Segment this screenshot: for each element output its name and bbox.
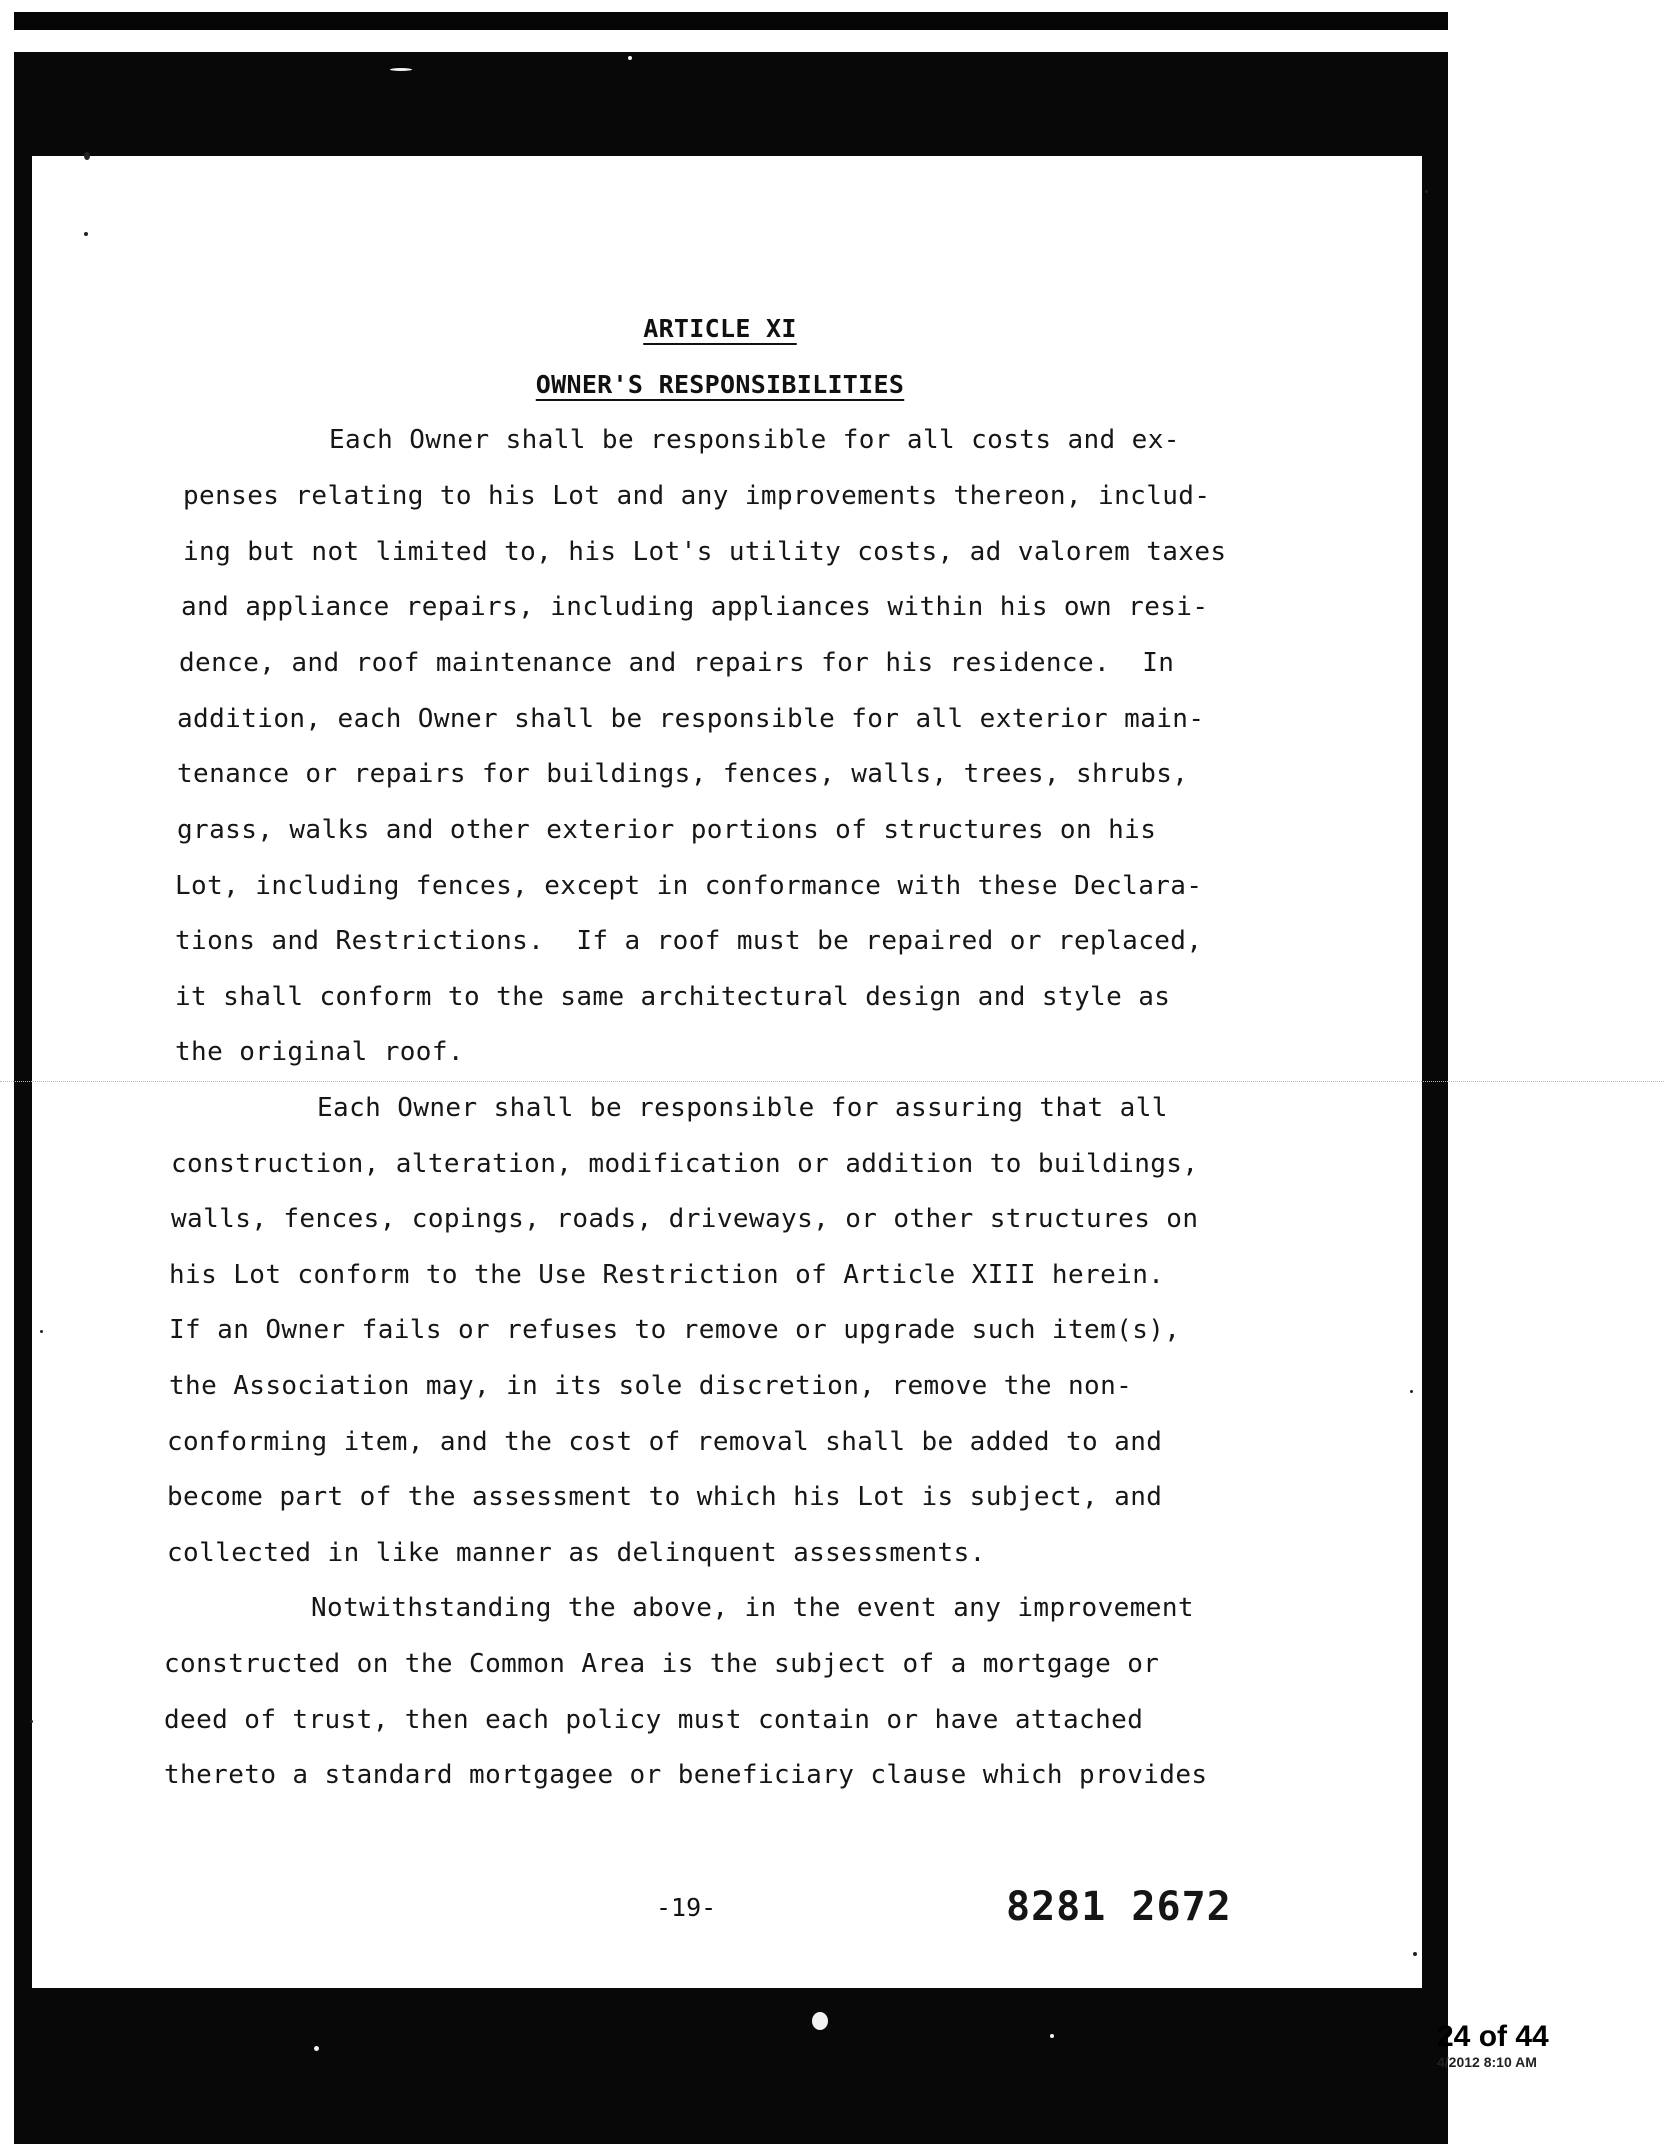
page-counter-label: 24 of 44 xyxy=(1437,2020,1549,2053)
scan-speck xyxy=(812,2012,828,2030)
body-text-line: walls, fences, copings, roads, driveways, or other structures on xyxy=(171,1204,1199,1234)
article-title: ARTICLE XI xyxy=(643,314,797,343)
scan-speck xyxy=(390,68,412,71)
scan-speck xyxy=(84,152,90,160)
page-number: -19- xyxy=(656,1893,717,1922)
body-text-line: it shall conform to the same architectural design and style as xyxy=(175,982,1171,1012)
scan-speck xyxy=(1425,190,1428,193)
body-text-line: deed of trust, then each policy must contain or have attached xyxy=(164,1705,1144,1735)
section-title: OWNER'S RESPONSIBILITIES xyxy=(535,370,905,399)
scan-fold-line xyxy=(0,1081,1664,1082)
body-text-line: Each Owner shall be responsible for assuring that all xyxy=(317,1093,1168,1123)
scan-speck xyxy=(84,232,88,236)
body-text-line: grass, walks and other exterior portions of structures on his xyxy=(177,815,1157,845)
body-text-line: his Lot conform to the Use Restriction of Article XIII herein. xyxy=(169,1260,1165,1290)
scan-border-left xyxy=(14,52,32,1996)
body-text-line: and appliance repairs, including appliances within his own resi- xyxy=(181,592,1209,622)
body-text-line: Notwithstanding the above, in the event any improvement xyxy=(311,1593,1194,1623)
page-counter xyxy=(1437,2020,1557,2070)
body-text-line: become part of the assessment to which his Lot is subject, and xyxy=(167,1482,1163,1512)
body-text-line: constructed on the Common Area is the subject of a mortgage or xyxy=(164,1649,1160,1679)
record-number: 8281 2672 xyxy=(1006,1884,1232,1930)
body-text-line: Lot, including fences, except in conformance with these Declara- xyxy=(175,871,1203,901)
print-timestamp: 4/2012 8:10 AM xyxy=(1437,2054,1537,2070)
body-text-line: collected in like manner as delinquent assessments. xyxy=(167,1538,986,1568)
scan-edge-band xyxy=(14,12,1448,30)
scan-speck xyxy=(1410,1390,1413,1393)
body-text-line: construction, alteration, modification or addition to buildings, xyxy=(171,1149,1199,1179)
scan-speck xyxy=(1413,1952,1417,1956)
body-text-line: tions and Restrictions. If a roof must be repaired or replaced, xyxy=(175,926,1203,956)
scan-speck xyxy=(314,2046,319,2051)
body-text-line: penses relating to his Lot and any improvements thereon, includ- xyxy=(183,481,1211,511)
scan-border-top xyxy=(14,52,1448,156)
scan-speck xyxy=(1050,2034,1054,2038)
scan-border-bottom xyxy=(14,1988,1448,2144)
body-text-line: If an Owner fails or refuses to remove or upgrade such item(s), xyxy=(169,1315,1181,1345)
body-text-line: tenance or repairs for buildings, fences, walls, trees, shrubs, xyxy=(177,759,1189,789)
body-text-line: thereto a standard mortgagee or beneficiary clause which provides xyxy=(164,1760,1208,1790)
body-text-line: dence, and roof maintenance and repairs for his residence. In xyxy=(179,648,1175,678)
body-text-line: conforming item, and the cost of removal shall be added to and xyxy=(167,1427,1163,1457)
scan-speck xyxy=(628,56,632,60)
body-text-line: the Association may, in its sole discretion, remove the non- xyxy=(169,1371,1133,1401)
body-text-line: the original roof. xyxy=(175,1037,464,1067)
scan-border-right xyxy=(1422,52,1448,1996)
scan-speck xyxy=(40,1330,43,1333)
scan-speck xyxy=(30,1720,33,1723)
body-text-line: Each Owner shall be responsible for all costs and ex- xyxy=(329,425,1180,455)
body-text-line: ing but not limited to, his Lot's utility costs, ad valorem taxes xyxy=(183,537,1227,567)
body-text-line: addition, each Owner shall be responsible for all exterior main- xyxy=(177,704,1205,734)
